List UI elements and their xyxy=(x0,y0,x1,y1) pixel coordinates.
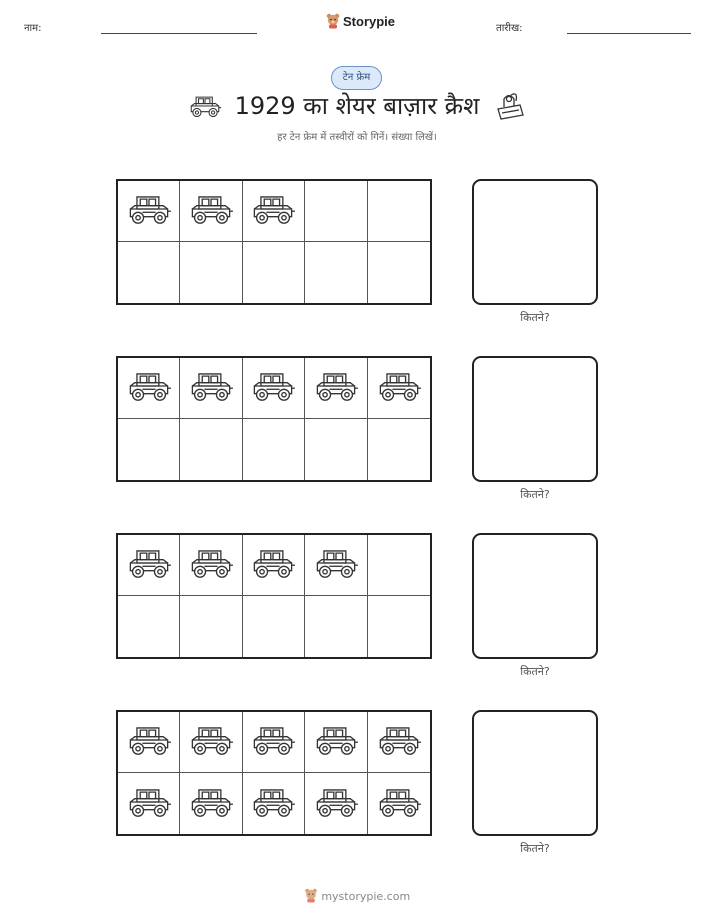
vintage-car-icon xyxy=(376,722,422,762)
ten-frame xyxy=(116,356,432,482)
ten-frame xyxy=(116,710,432,836)
ten-frame-cell xyxy=(243,712,305,773)
ten-frame xyxy=(116,179,432,305)
ten-frame-cell xyxy=(180,419,242,480)
ten-frame-cell xyxy=(368,358,430,419)
ten-frame-cell xyxy=(368,419,430,480)
topic-badge: टेन फ्रेम xyxy=(331,66,382,90)
vintage-car-icon xyxy=(188,784,234,824)
vintage-car-icon xyxy=(250,191,296,231)
vintage-car-icon xyxy=(126,545,172,585)
ten-frame-cell xyxy=(305,181,367,242)
date-write-line[interactable] xyxy=(567,33,691,34)
ten-frame-cell xyxy=(118,181,180,242)
vintage-car-icon xyxy=(250,784,296,824)
answer-box[interactable] xyxy=(472,356,598,482)
instructions: हर टेन फ्रेम में तस्वीरों को गिनें। संख्या लिखें। xyxy=(277,132,437,143)
ten-frame-cell xyxy=(368,242,430,303)
answer-box[interactable] xyxy=(472,179,598,305)
vintage-car-icon xyxy=(126,191,172,231)
answer-label: कितने? xyxy=(520,488,550,501)
vintage-car-icon xyxy=(250,545,296,585)
vintage-car-icon xyxy=(313,545,359,585)
ten-frame-cell xyxy=(180,358,242,419)
ten-frame-cell xyxy=(180,773,242,834)
ten-frame-cell xyxy=(305,596,367,657)
ten-frame-cell xyxy=(243,358,305,419)
vintage-car-icon xyxy=(376,784,422,824)
ten-frame-cell xyxy=(118,358,180,419)
ten-frame-cell xyxy=(243,773,305,834)
ten-frame-cell xyxy=(368,535,430,596)
vintage-car-icon xyxy=(188,368,234,408)
ten-frame-cell xyxy=(243,535,305,596)
stock-ticker-icon xyxy=(492,89,526,121)
vintage-car-icon xyxy=(188,722,234,762)
ten-frame-cell xyxy=(118,419,180,480)
ten-frame-cell xyxy=(118,773,180,834)
ten-frame-cell xyxy=(305,535,367,596)
vintage-car-icon xyxy=(188,191,234,231)
answer-box[interactable] xyxy=(472,533,598,659)
ten-frame-cell xyxy=(305,242,367,303)
vintage-car-icon xyxy=(376,368,422,408)
vintage-car-icon xyxy=(126,722,172,762)
ten-frame-cell xyxy=(180,596,242,657)
ten-frame-cell xyxy=(243,419,305,480)
ten-frame xyxy=(116,533,432,659)
vintage-car-icon xyxy=(126,784,172,824)
ten-frame-cell xyxy=(118,712,180,773)
ten-frame-cell xyxy=(180,712,242,773)
ten-frame-cell xyxy=(180,181,242,242)
ten-frame-cell xyxy=(368,712,430,773)
vintage-car-icon xyxy=(188,545,234,585)
ten-frame-cell xyxy=(305,773,367,834)
name-label: नाम: xyxy=(24,23,42,34)
answer-box[interactable] xyxy=(472,710,598,836)
vintage-car-icon xyxy=(250,722,296,762)
vintage-car-icon xyxy=(126,368,172,408)
ten-frame-cell xyxy=(180,242,242,303)
brand-name: Storypie xyxy=(343,13,396,29)
ten-frame-cell xyxy=(305,419,367,480)
ten-frame-cell xyxy=(180,535,242,596)
vintage-car-icon xyxy=(250,368,296,408)
footer xyxy=(0,888,714,903)
bear-mascot-icon xyxy=(326,13,340,29)
page-title: 1929 का शेयर बाज़ार क्रैश xyxy=(234,92,480,120)
ten-frame-cell xyxy=(368,773,430,834)
ten-frame-cell xyxy=(243,181,305,242)
brand-logo xyxy=(326,13,395,29)
ten-frame-cell xyxy=(368,596,430,657)
vintage-car-icon xyxy=(313,722,359,762)
ten-frame-cell xyxy=(118,596,180,657)
ten-frame-cell xyxy=(118,242,180,303)
footer-url: mystorypie.com xyxy=(321,890,411,903)
ten-frame-cell xyxy=(368,181,430,242)
ten-frame-cell xyxy=(243,242,305,303)
date-label: तारीख: xyxy=(496,23,523,34)
answer-label: कितने? xyxy=(520,842,550,855)
ten-frame-cell xyxy=(305,712,367,773)
vintage-car-icon xyxy=(313,784,359,824)
ten-frame-cell xyxy=(118,535,180,596)
answer-label: कितने? xyxy=(520,665,550,678)
ten-frame-cell xyxy=(305,358,367,419)
bear-mascot-icon xyxy=(304,888,318,903)
name-write-line[interactable] xyxy=(101,33,257,34)
answer-label: कितने? xyxy=(520,311,550,324)
ten-frame-cell xyxy=(243,596,305,657)
vintage-car-icon xyxy=(313,368,359,408)
